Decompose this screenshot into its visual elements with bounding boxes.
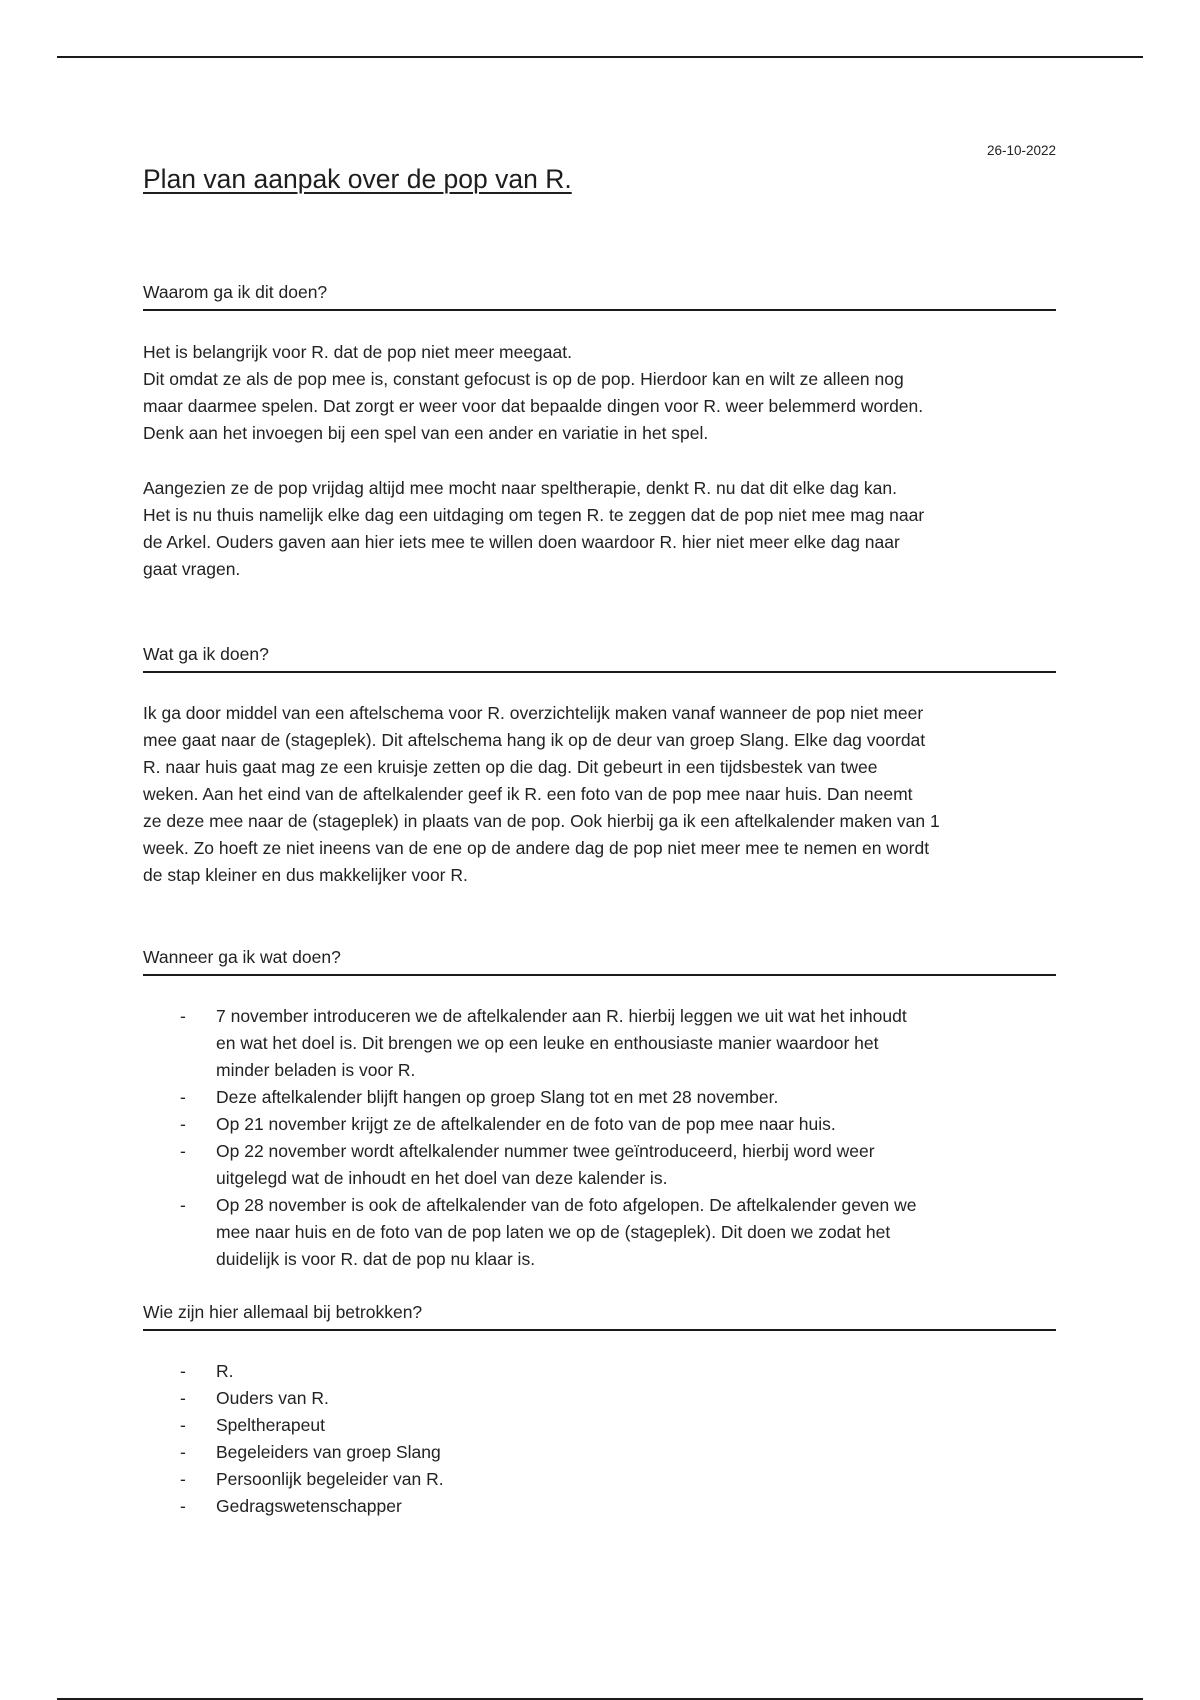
bullet-dash: - xyxy=(180,1388,186,1408)
list-item xyxy=(143,1412,1065,1439)
list-item xyxy=(143,1466,1065,1493)
text-line: Begeleiders van groep Slang xyxy=(216,1442,441,1462)
bullet-dash: - xyxy=(180,1006,186,1026)
bullet-dash: - xyxy=(180,1415,186,1435)
text-line: Speltherapeut xyxy=(216,1415,325,1435)
timeline-list xyxy=(143,1003,1065,1273)
bullet-dash: - xyxy=(180,1361,186,1381)
bullet-dash: - xyxy=(180,1195,186,1215)
bullet-dash: - xyxy=(180,1496,186,1516)
text-line: Gedragswetenschapper xyxy=(216,1496,402,1516)
text-line: Aangezien ze de pop vrijdag altijd mee mocht naar speltherapie, denkt R. nu dat dit elke dag kan. xyxy=(143,478,897,498)
text-line: duidelijk is voor R. dat de pop nu klaar is. xyxy=(216,1249,536,1269)
text-line: Op 28 november is ook de aftelkalender van de foto afgelopen. De aftelkalender geven we xyxy=(216,1195,917,1215)
section-heading-who: Wie zijn hier allemaal bij betrokken? xyxy=(143,1302,1056,1331)
section-heading-why: Waarom ga ik dit doen? xyxy=(143,282,1056,311)
list-item xyxy=(143,1439,1065,1466)
list-item xyxy=(143,1138,1065,1192)
bullet-dash: - xyxy=(180,1141,186,1161)
stakeholder-list xyxy=(143,1358,1065,1520)
why-paragraph-1 xyxy=(143,339,1065,447)
bullet-dash: - xyxy=(180,1469,186,1489)
text-line: gaat vragen. xyxy=(143,559,241,579)
list-item xyxy=(143,1084,1065,1111)
text-line: 7 november introduceren we de aftelkalender aan R. hierbij leggen we uit wat het inhoudt xyxy=(216,1006,907,1026)
section-heading-when: Wanneer ga ik wat doen? xyxy=(143,947,1056,976)
bullet-dash: - xyxy=(180,1442,186,1462)
text-line: de stap kleiner en dus makkelijker voor R. xyxy=(143,865,468,885)
bullet-dash: - xyxy=(180,1114,186,1134)
text-line: Het is nu thuis namelijk elke dag een uitdaging om tegen R. te zeggen dat de pop niet mee mag naar xyxy=(143,505,925,525)
list-item xyxy=(143,1192,1065,1273)
text-line: Persoonlijk begeleider van R. xyxy=(216,1469,444,1489)
text-line: mee gaat naar de (stageplek). Dit aftelschema hang ik op de deur van groep Slang. Elke dag voordat xyxy=(143,730,926,750)
text-line: mee naar huis en de foto van de pop laten we op de (stageplek). Dit doen we zodat het xyxy=(216,1222,891,1242)
list-item xyxy=(143,1493,1065,1520)
text-line: minder beladen is voor R. xyxy=(216,1060,416,1080)
text-line: en wat het doel is. Dit brengen we op een leuke en enthousiaste manier waardoor het xyxy=(216,1033,879,1053)
text-line: Op 22 november wordt aftelkalender nummer twee geïntroduceerd, hierbij word weer xyxy=(216,1141,875,1161)
text-line: de Arkel. Ouders gaven aan hier iets mee te willen doen waardoor R. hier niet meer elke dag naar xyxy=(143,532,900,552)
text-line: Deze aftelkalender blijft hangen op groep Slang tot en met 28 november. xyxy=(216,1087,779,1107)
text-line: week. Zo hoeft ze niet ineens van de ene op de andere dag de pop niet meer mee te nemen en wordt xyxy=(143,838,930,858)
text-line: Het is belangrijk voor R. dat de pop niet meer meegaat. xyxy=(143,342,572,362)
text-line: Op 21 november krijgt ze de aftelkalender en de foto van de pop mee naar huis. xyxy=(216,1114,836,1134)
text-line: Ouders van R. xyxy=(216,1388,329,1408)
why-paragraph-2 xyxy=(143,475,1065,583)
list-item xyxy=(143,1358,1065,1385)
text-line: weken. Aan het eind van de aftelkalender geef ik R. een foto van de pop mee naar huis. Dan neemt xyxy=(143,784,913,804)
section-heading-what: Wat ga ik doen? xyxy=(143,644,1056,673)
text-line: Denk aan het invoegen bij een spel van een ander en variatie in het spel. xyxy=(143,423,709,443)
text-line: ze deze mee naar de (stageplek) in plaats van de pop. Ook hierbij ga ik een aftelkalender maken van 1 xyxy=(143,811,940,831)
text-line: R. xyxy=(216,1361,234,1381)
text-line: uitgelegd wat de inhoudt en het doel van deze kalender is. xyxy=(216,1168,668,1188)
text-line: Ik ga door middel van een aftelschema voor R. overzichtelijk maken vanaf wanneer de pop niet meer xyxy=(143,703,924,723)
bullet-dash: - xyxy=(180,1087,186,1107)
list-item xyxy=(143,1003,1065,1084)
header-rule xyxy=(57,56,1143,58)
what-paragraph xyxy=(143,700,1065,889)
text-line: Dit omdat ze als de pop mee is, constant gefocust is op de pop. Hierdoor kan en wilt ze alleen nog xyxy=(143,369,904,389)
document-title: Plan van aanpak over de pop van R. xyxy=(143,164,572,194)
text-line: R. naar huis gaat mag ze een kruisje zetten op die dag. Dit gebeurt in een tijdsbestek van twee xyxy=(143,757,878,777)
list-item xyxy=(143,1111,1065,1138)
document-date: 26-10-2022 xyxy=(986,143,1056,158)
text-line: maar daarmee spelen. Dat zorgt er weer voor dat bepaalde dingen voor R. weer belemmerd worden. xyxy=(143,396,924,416)
list-item xyxy=(143,1385,1065,1412)
